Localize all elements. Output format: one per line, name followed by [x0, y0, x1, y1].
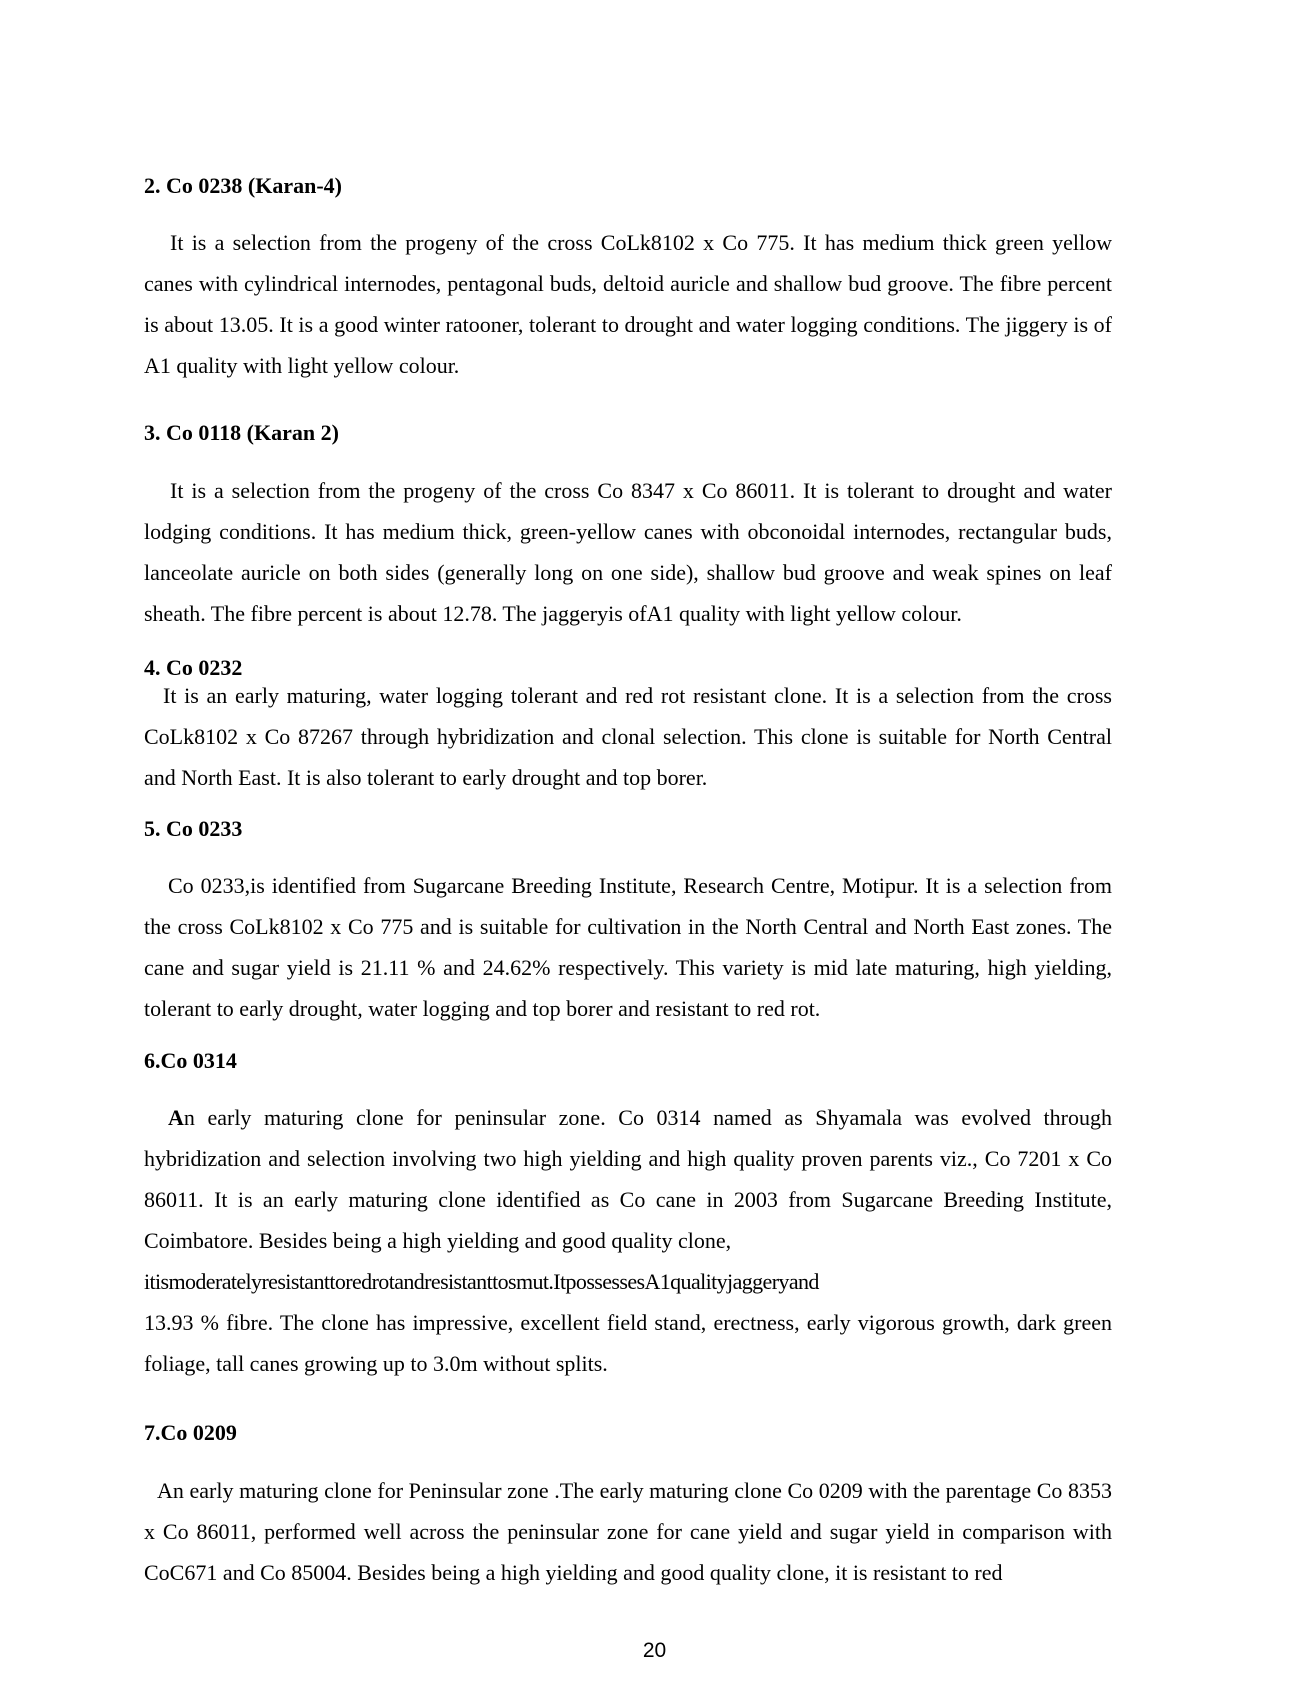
section-body-co0233	[144, 865, 1112, 1029]
section-body-co0118	[144, 470, 1112, 634]
section-heading-co0314: 6.Co 0314	[144, 1048, 237, 1073]
section-body-co0232	[144, 675, 1112, 798]
page-number: 20	[642, 1639, 667, 1662]
section-body-text: n early maturing clone for peninsular zone. Co 0314 named as Shyamala was evolved through hybridization and selection involving two high yielding and high quality proven parents viz., Co 7201 x Co 86011. It is an early maturing clone identified as Co cane in 2003 from Sugarcane Breeding Institute, Coimbatore. Besides being a high yielding and good quality clone,	[144, 1105, 1112, 1253]
section-body-text: Co 0233,is identified from Sugarcane Breeding Institute, Research Centre, Motipur. It is a selection from the cross CoLk8102 x Co 775 and is suitable for cultivation in the North Central and North East zones. The cane and sugar yield is 21.11 % and 24.62% respectively. This variety is mid late maturing, high yielding, tolerant to early drought, water logging and top borer and resistant to red rot.	[144, 873, 1112, 1021]
section-body-squashed-line: itismoderatelyresistanttoredrotandresistanttosmut.ItpossessesA1qualityjaggeryand	[144, 1269, 819, 1294]
section-body-co0209	[144, 1470, 1112, 1593]
section-body-co0314	[144, 1097, 1112, 1261]
section-heading-co0238: 2. Co 0238 (Karan-4)	[144, 173, 342, 198]
section-body-co0238	[144, 222, 1112, 386]
section-heading-co0209: 7.Co 0209	[144, 1420, 237, 1445]
section-heading-co0232: 4. Co 0232	[144, 655, 243, 680]
section-body-tail: 13.93 % fibre. The clone has impressive, excellent field stand, erectness, early vigorous growth, dark green foliage, tall canes growing up to 3.0m without splits.	[144, 1310, 1112, 1376]
section-body-text: It is a selection from the progeny of the cross Co 8347 x Co 86011. It is tolerant to drought and water lodging conditions. It has medium thick, green-yellow canes with obconoidal internodes, rectangular buds, lanceolate auricle on both sides (generally long on one side), shallow bud groove and weak spines on leaf sheath. The fibre percent is about 12.78. The jaggeryis ofA1 quality with light yellow colour.	[144, 478, 1112, 626]
section-body-text: An early maturing clone for Peninsular zone .The early maturing clone Co 0209 with the parentage Co 8353 x Co 86011, performed well across the peninsular zone for cane yield and sugar yield in comparison with CoC671 and Co 85004. Besides being a high yielding and good quality clone, it is resistant to red	[144, 1478, 1112, 1585]
section-body-text: It is an early maturing, water logging tolerant and red rot resistant clone. It is a selection from the cross CoLk8102 x Co 87267 through hybridization and clonal selection. This clone is suitable for North Central and North East. It is also tolerant to early drought and top borer.	[144, 683, 1112, 790]
section-body-text: It is a selection from the progeny of the cross CoLk8102 x Co 775. It has medium thick green yellow canes with cylindrical internodes, pentagonal buds, deltoid auricle and shallow bud groove. The fibre percent is about 13.05. It is a good winter ratooner, tolerant to drought and water logging conditions. The jiggery is of A1 quality with light yellow colour.	[144, 230, 1112, 378]
section-body-lead: A	[168, 1105, 184, 1130]
section-heading-co0233: 5. Co 0233	[144, 816, 243, 841]
section-heading-co0118: 3. Co 0118 (Karan 2)	[144, 420, 339, 445]
